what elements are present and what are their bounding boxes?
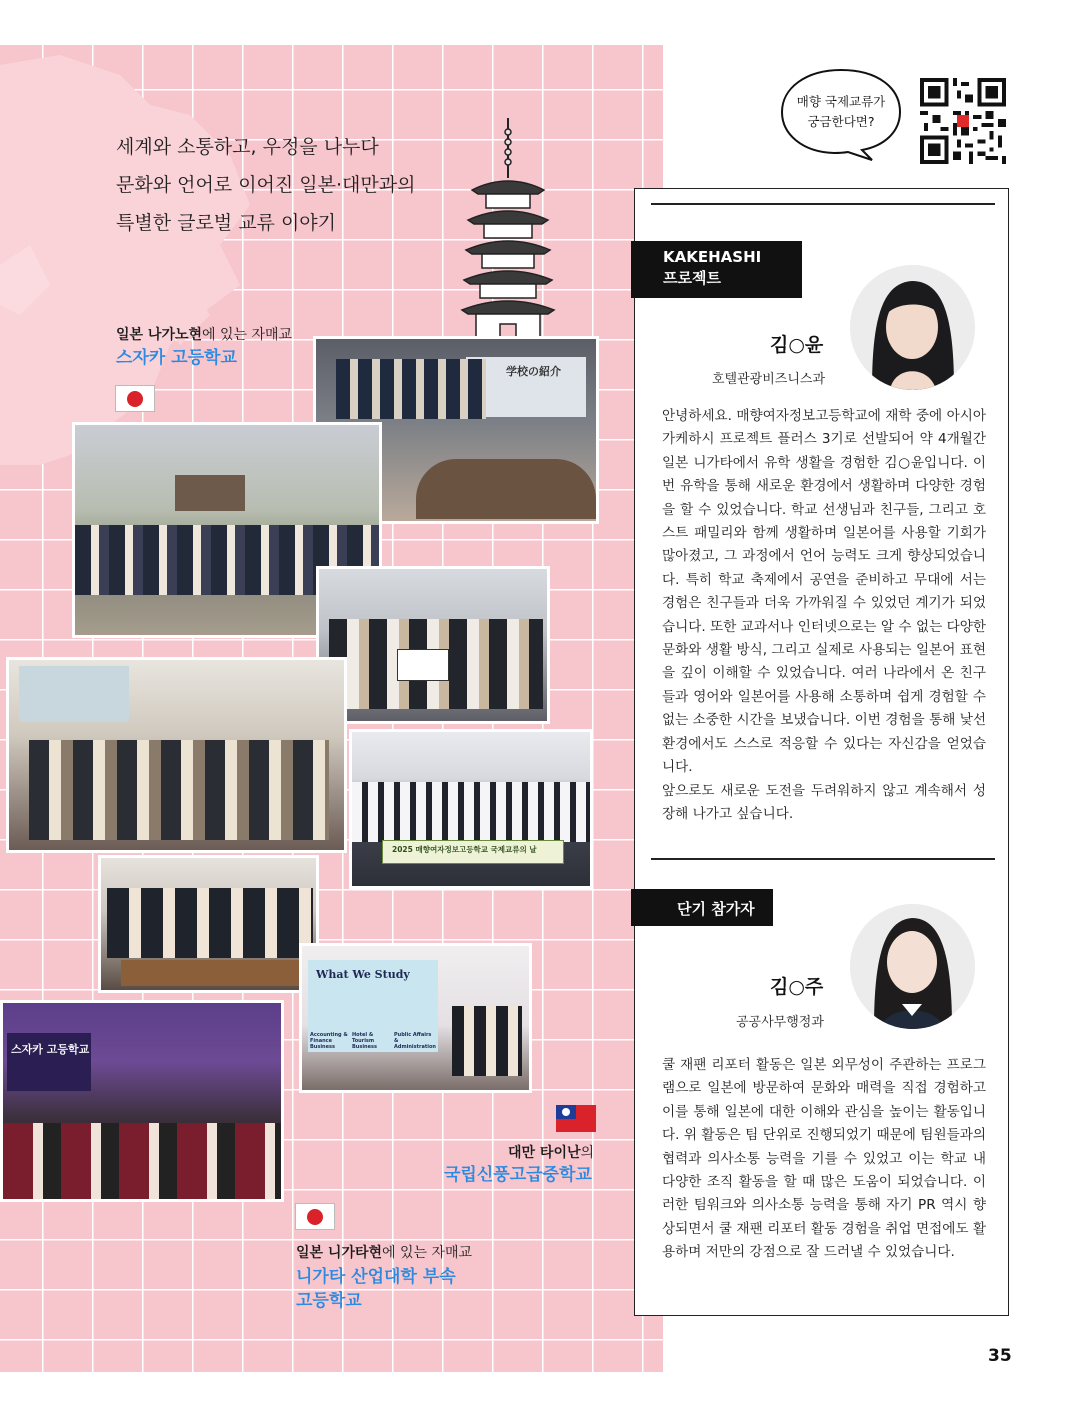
profile-dept-2: 공공사무행정과	[736, 1015, 824, 1030]
slide-item: Public Affairs & Administration	[394, 1032, 436, 1050]
audience	[416, 459, 596, 519]
profile-photo-1	[850, 265, 975, 390]
what-we-study-photo	[299, 943, 532, 1093]
region-suffix: 에 있는 자매교	[202, 327, 293, 343]
qr-code-icon[interactable]	[920, 78, 1006, 164]
niigata-school-region	[296, 1242, 472, 1262]
profile-text-2	[662, 1054, 986, 1265]
short-term-participant-tag: 단기 참가자	[631, 889, 773, 926]
page-number: 35	[988, 1346, 1012, 1366]
qr-prompt-line: 매향 국제교류가	[796, 94, 886, 109]
lunch-table	[121, 960, 301, 986]
wall-map	[19, 666, 129, 722]
region-text: 일본 니가타현	[296, 1245, 383, 1261]
students-group	[3, 1123, 283, 1202]
intro-line: 특별한 글로벌 교류 이야기	[116, 212, 337, 234]
paragraph: 쿨 재팬 리포터 활동은 일본 외무성이 주관하는 프로그램으로 일본에 방문하여 문화와 매력을 직접 경험하고 이를 통해 일본에 대한 이해와 관심을 높이는 활동입니다. 위 활동은 팀 단위로 진행되었기 때문에 팀원들과의 협력과 의사소통 능력을 기를 수 있었고 이는 학교 내 다양한 조직 활동을 할 때 많은 도움이 되었습니다. 이러한 팀워크와 의사소통 능력을 통해 자기 PR 역시 향상되면서 쿨 재팬 리포터 활동 경험을 취업 면접에도 활용하며 저만의 강점으로 잘 드러낼 수 있었습니다.	[662, 1057, 986, 1261]
niigata-school-name	[296, 1265, 456, 1313]
slide-item: Hotel & Tourism Business	[352, 1032, 377, 1050]
intro-text	[116, 128, 415, 242]
students-group	[352, 782, 590, 842]
lunch-selfie-photo	[98, 855, 319, 993]
tag-line: 프로젝트	[663, 269, 721, 287]
region-suffix: 에 있는 자매교	[382, 1245, 473, 1261]
profile-name-2: 김○주	[770, 976, 824, 998]
assembly-photo	[0, 1000, 284, 1202]
school-name-line: 고등학교	[296, 1291, 362, 1311]
taiwan-flag-icon	[556, 1105, 596, 1132]
qr-prompt-line: 궁금한다면?	[807, 114, 875, 129]
taipei-school-region	[508, 1142, 594, 1162]
region-text: 일본 나가노현	[116, 327, 203, 343]
profile-name-1: 김○윤	[770, 334, 824, 356]
school-name-line: 니가타 산업대학 부속	[296, 1267, 456, 1287]
suzaka-school-region	[116, 324, 292, 344]
screen-text: 学校の紹介	[506, 365, 561, 378]
kakehashi-tag	[631, 241, 802, 298]
paragraph: 안녕하세요. 매향여자정보고등학교에 재학 중에 아시아 가케하시 프로젝트 플러스 3기로 선발되어 약 4개월간 일본 니가타에서 유학 생활을 경험한 김○윤입니다. 이번 유학을 통해 새로운 환경에서 생활하며 다양한 경험을 할 수 있었습니다. 학교 선생님과 친구들, 그리고 호스트 패밀리와 함께 생활하며 일본어를 사용할 기회가 많아졌고, 그 과정에서 언어 능력도 크게 향상되었습니다. 특히 학교 축제에서 공연을 준비하고 무대에 서는 경험은 친구들과 더욱 가까워질 수 있었던 계기가 되었습니다. 또한 교과서나 인터넷으로는 알 수 없는 다양한 문화와 생활 방식, 그리고 실제로 사용되는 일본어 표현을 깊이 이해할 수 있었습니다. 여러 나라에서 온 친구들과 영어와 일본어를 사용해 소통하며 쉽게 경험할 수 없는 소중한 시간을 보냈습니다. 이번 경험을 통해 낯선 환경에서도 스스로 적응할 수 있다는 자신감을 얻었습니다.	[662, 408, 986, 776]
profile-dept-1: 호텔관광비즈니스과	[712, 372, 826, 387]
intro-line: 문화와 언어로 이어진 일본·대만과의	[116, 174, 416, 196]
japan-flag-icon	[115, 385, 155, 412]
screen-label: 스자카 고등학교	[11, 1043, 90, 1056]
students-group	[107, 888, 313, 958]
profile-photo-2	[850, 904, 975, 1029]
intro-line: 세계와 소통하고, 우정을 나누다	[116, 136, 379, 158]
divider	[651, 858, 995, 860]
banner-text: 2025 매향여자정보고등학교 국제교류의 날	[392, 845, 537, 854]
qr-prompt-text	[782, 92, 900, 132]
pavilion	[175, 475, 245, 511]
filming-photo	[316, 566, 550, 724]
japan-flag-icon	[295, 1203, 335, 1230]
students-group	[29, 740, 329, 840]
suzaka-school-name: 스자카 고등학교	[116, 348, 237, 368]
profile-text-1	[662, 405, 986, 826]
classroom-activity-photo	[6, 657, 347, 853]
exchange-day-group-photo	[349, 729, 593, 889]
clapperboard	[397, 649, 449, 681]
divider	[651, 203, 995, 205]
taipei-school-name: 국립신풍고급중학교	[444, 1165, 592, 1185]
pagoda-illustration	[458, 118, 558, 348]
slide-title: What We Study	[316, 968, 410, 981]
tag-line: KAKEHASHI	[663, 248, 762, 266]
students-group	[336, 359, 486, 419]
presenters	[452, 1006, 522, 1076]
region-suffix: 의	[580, 1145, 595, 1161]
slide-item: Accounting & Finance Business	[310, 1032, 348, 1050]
paragraph: 앞으로도 새로운 도전을 두려워하지 않고 계속해서 성장해 나가고 싶습니다.	[662, 782, 986, 822]
region-text: 대만 타이난	[508, 1145, 581, 1161]
